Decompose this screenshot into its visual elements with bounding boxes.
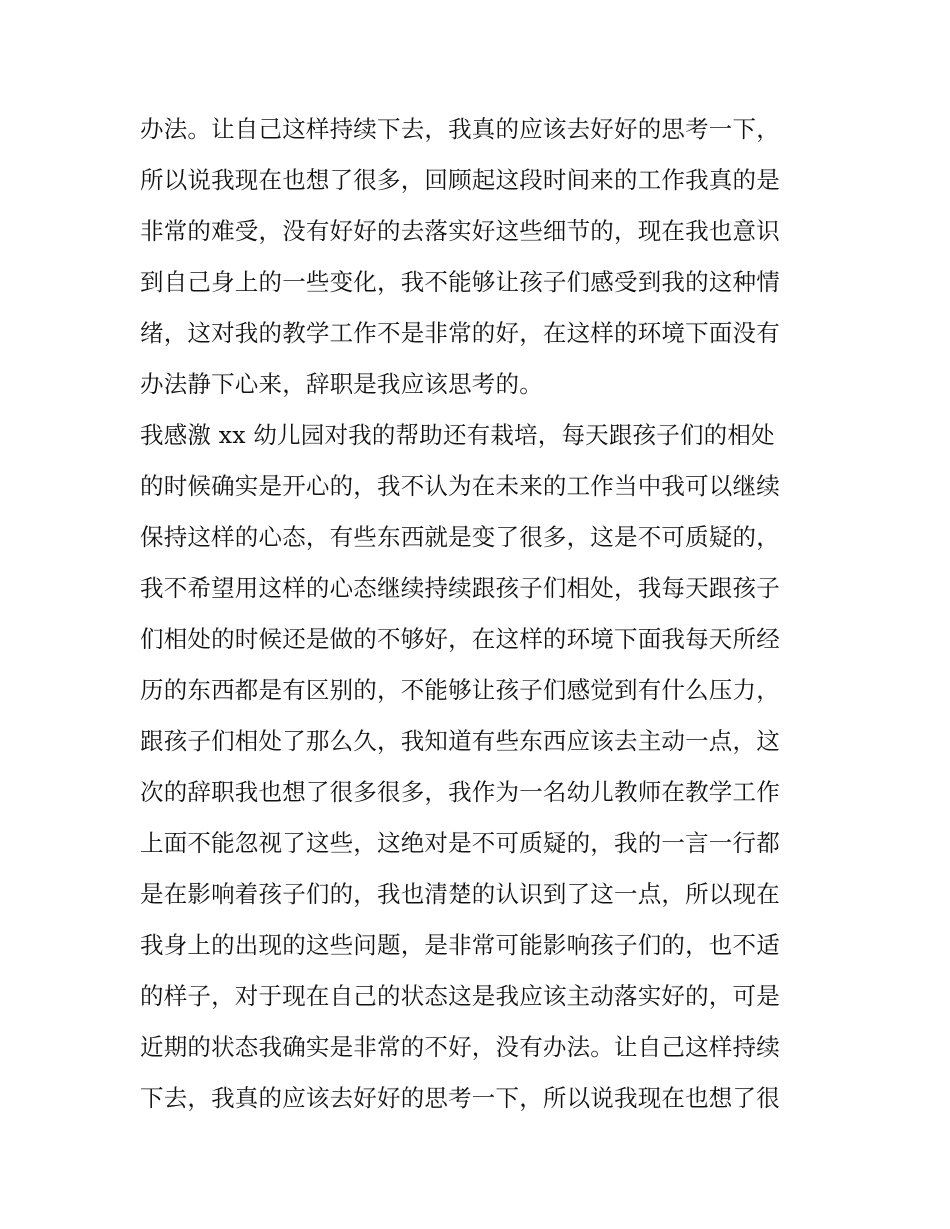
text-line: 我身上的出现的这些问题，是非常可能影响孩子们的，也不适: [140, 931, 780, 959]
text-line: 非常的难受，没有好好的去落实好这些细节的，现在我也意识: [140, 217, 780, 245]
text-line: 我不希望用这样的心态继续持续跟孩子们相处，我每天跟孩子: [140, 574, 780, 602]
text-line: 所以说我现在也想了很多，回顾起这段时间来的工作我真的是: [140, 166, 780, 194]
text-line: 保持这样的心态，有些东西就是变了很多，这是不可质疑的，: [140, 523, 780, 551]
text-line: 到自己身上的一些变化，我不能够让孩子们感受到我的这种情: [140, 268, 780, 296]
text-line: 办法静下心来，辞职是我应该思考的。: [140, 370, 543, 398]
text-line: 办法。让自己这样持续下去，我真的应该去好好的思考一下，: [140, 115, 780, 143]
text-line: 下去，我真的应该去好好的思考一下，所以说我现在也想了很: [140, 1084, 780, 1112]
text-line: 上面不能忽视了这些，这绝对是不可质疑的，我的一言一行都: [140, 829, 780, 857]
text-line: 们相处的时候还是做的不够好，在这样的环境下面我每天所经: [140, 625, 780, 653]
text-line: 我感激 xx 幼儿园对我的帮助还有栽培，每天跟孩子们的相处: [140, 421, 775, 449]
body-text: [140, 104, 820, 1124]
text-line: 近期的状态我确实是非常的不好，没有办法。让自己这样持续: [140, 1033, 780, 1061]
text-line: 跟孩子们相处了那么久，我知道有些东西应该去主动一点，这: [140, 727, 780, 755]
text-line: 是在影响着孩子们的，我也清楚的认识到了这一点，所以现在: [140, 880, 780, 908]
text-line: 的时候确实是开心的，我不认为在未来的工作当中我可以继续: [140, 472, 780, 500]
text-line: 历的东西都是有区别的，不能够让孩子们感觉到有什么压力，: [140, 676, 780, 704]
text-line: 的样子，对于现在自己的状态这是我应该主动落实好的，可是: [140, 982, 780, 1010]
text-line: 绪，这对我的教学工作不是非常的好，在这样的环境下面没有: [140, 319, 780, 347]
text-line: 次的辞职我也想了很多很多，我作为一名幼儿教师在教学工作: [140, 778, 780, 806]
